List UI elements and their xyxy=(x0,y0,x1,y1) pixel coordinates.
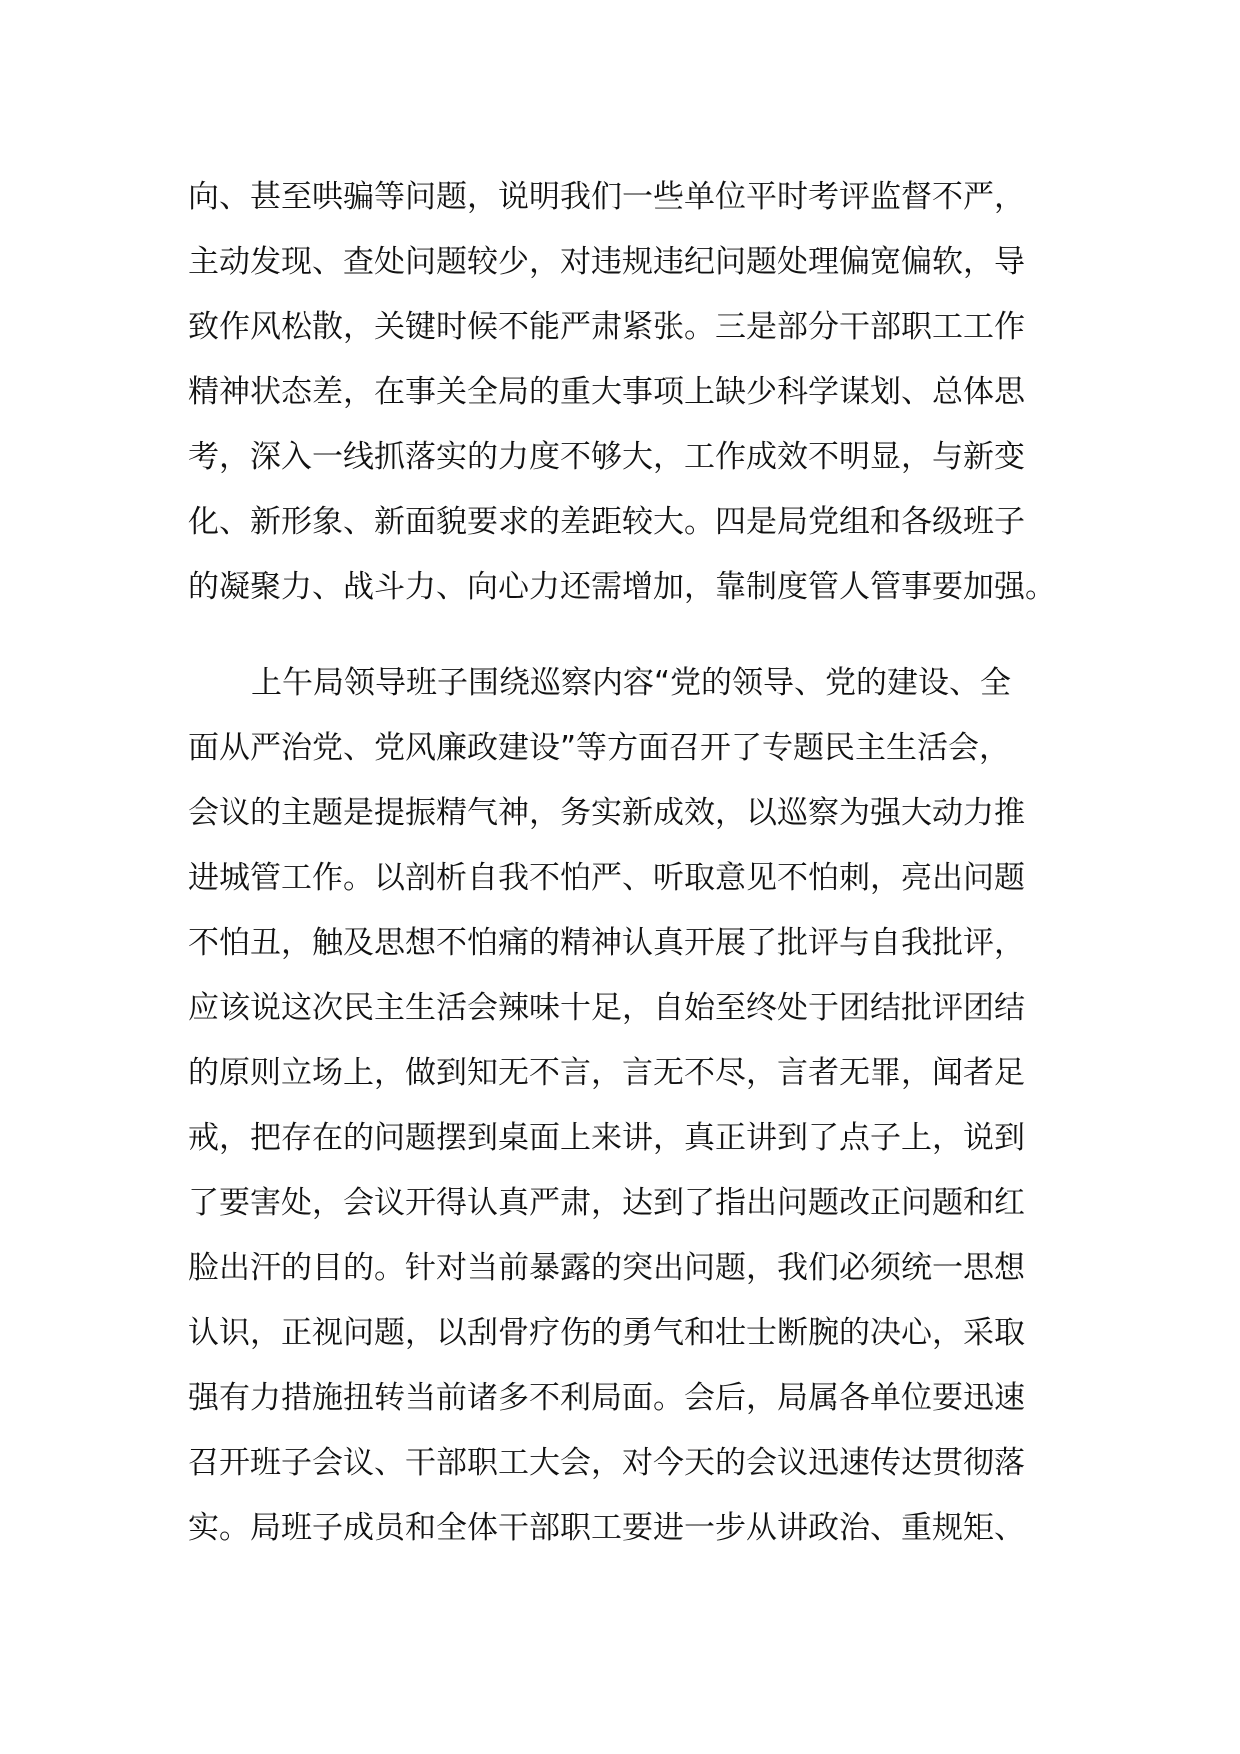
paragraph-line: 向、甚至哄骗等问题，说明我们一些单位平时考评监督不严， xyxy=(188,179,1025,215)
paragraph-line: 面从严治党、党风廉政建设”等方面召开了专题民主生活会， xyxy=(188,730,1011,766)
paragraph-line: 主动发现、查处问题较少，对违规违纪问题处理偏宽偏软，导 xyxy=(188,244,1025,280)
paragraph-line: 应该说这次民主生活会辣味十足，自始至终处于团结批评团结 xyxy=(188,990,1025,1026)
paragraph-1 xyxy=(188,165,1064,620)
paragraph-line: 化、新形象、新面貌要求的差距较大。四是局党组和各级班子 xyxy=(188,504,1025,540)
paragraph-line: 致作风松散，关键时候不能严肃紧张。三是部分干部职工工作 xyxy=(188,309,1025,345)
paragraph-line: 不怕丑，触及思想不怕痛的精神认真开展了批评与自我批评， xyxy=(188,925,1025,961)
paragraph-line: 上午局领导班子围绕巡察内容“党的领导、党的建设、全 xyxy=(251,665,1012,701)
paragraph-line: 认识，正视问题，以刮骨疗伤的勇气和壮士断腕的决心，采取 xyxy=(188,1315,1025,1351)
paragraph-line: 召开班子会议、干部职工大会，对今天的会议迅速传达贯彻落 xyxy=(188,1445,1025,1481)
paragraph-line: 会议的主题是提振精气神，务实新成效，以巡察为强大动力推 xyxy=(188,795,1025,831)
paragraph-line: 考，深入一线抓落实的力度不够大，工作成效不明显，与新变 xyxy=(188,439,1025,475)
paragraph-2 xyxy=(188,651,1064,1561)
paragraph-line: 实。局班子成员和全体干部职工要进一步从讲政治、重规矩、 xyxy=(188,1510,1025,1546)
paragraph-line: 的凝聚力、战斗力、向心力还需增加，靠制度管人管事要加强。 xyxy=(188,569,1056,605)
paragraph-line: 戒，把存在的问题摆到桌面上来讲，真正讲到了点子上，说到 xyxy=(188,1120,1025,1156)
paragraph-line: 进城管工作。以剖析自我不怕严、听取意见不怕刺，亮出问题 xyxy=(188,860,1025,896)
paragraph-line: 的原则立场上，做到知无不言，言无不尽，言者无罪，闻者足 xyxy=(188,1055,1025,1091)
paragraph-line: 脸出汗的目的。针对当前暴露的突出问题，我们必须统一思想 xyxy=(188,1250,1025,1286)
paragraph-line: 了要害处，会议开得认真严肃，达到了指出问题改正问题和红 xyxy=(188,1185,1025,1221)
paragraph-line: 精神状态差，在事关全局的重大事项上缺少科学谋划、总体思 xyxy=(188,374,1025,410)
paragraph-line: 强有力措施扭转当前诸多不利局面。会后，局属各单位要迅速 xyxy=(188,1380,1025,1416)
